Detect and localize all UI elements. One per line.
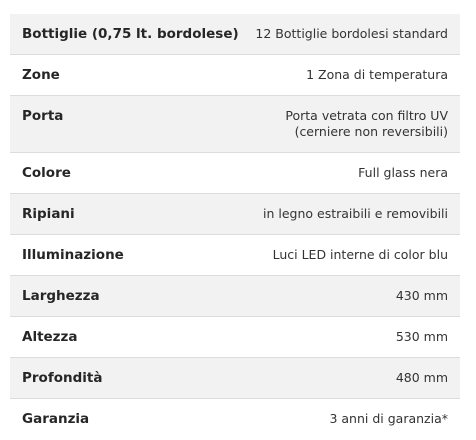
spec-label: Larghezza <box>22 288 100 304</box>
spec-label: Garanzia <box>22 411 90 427</box>
spec-value: 530 mm <box>395 329 448 344</box>
spec-label: Profondità <box>22 370 103 386</box>
spec-row-bottiglie <box>10 14 460 55</box>
spec-value: 480 mm <box>395 370 448 385</box>
spec-value: in legno estraibili e removibili <box>263 206 448 221</box>
spec-value: 1 Zona di temperatura <box>306 67 448 82</box>
spec-value: Porta vetrata con filtro UV (cerniere non reversibili) <box>285 108 448 139</box>
spec-row-larghezza <box>10 276 460 317</box>
spec-row-porta <box>10 96 460 153</box>
spec-row-garanzia <box>10 399 460 440</box>
spec-row-illuminazione <box>10 235 460 276</box>
spec-row-profondita <box>10 358 460 399</box>
spec-label: Ripiani <box>22 206 75 222</box>
spec-label: Zone <box>22 67 60 83</box>
spec-value: Full glass nera <box>358 165 448 180</box>
spec-value: 12 Bottiglie bordolesi standard <box>255 26 448 41</box>
spec-label: Illuminazione <box>22 247 124 263</box>
specifications-table <box>10 14 460 440</box>
spec-label: Altezza <box>22 329 78 345</box>
spec-value: 3 anni di garanzia* <box>329 411 448 426</box>
spec-row-zone <box>10 55 460 96</box>
spec-value: Luci LED interne di color blu <box>272 247 448 262</box>
spec-row-ripiani <box>10 194 460 235</box>
spec-label: Porta <box>22 108 64 124</box>
spec-row-altezza <box>10 317 460 358</box>
spec-label: Colore <box>22 165 71 181</box>
spec-label: Bottiglie (0,75 lt. bordolese) <box>22 26 239 42</box>
spec-value: 430 mm <box>395 288 448 303</box>
spec-row-colore <box>10 153 460 194</box>
